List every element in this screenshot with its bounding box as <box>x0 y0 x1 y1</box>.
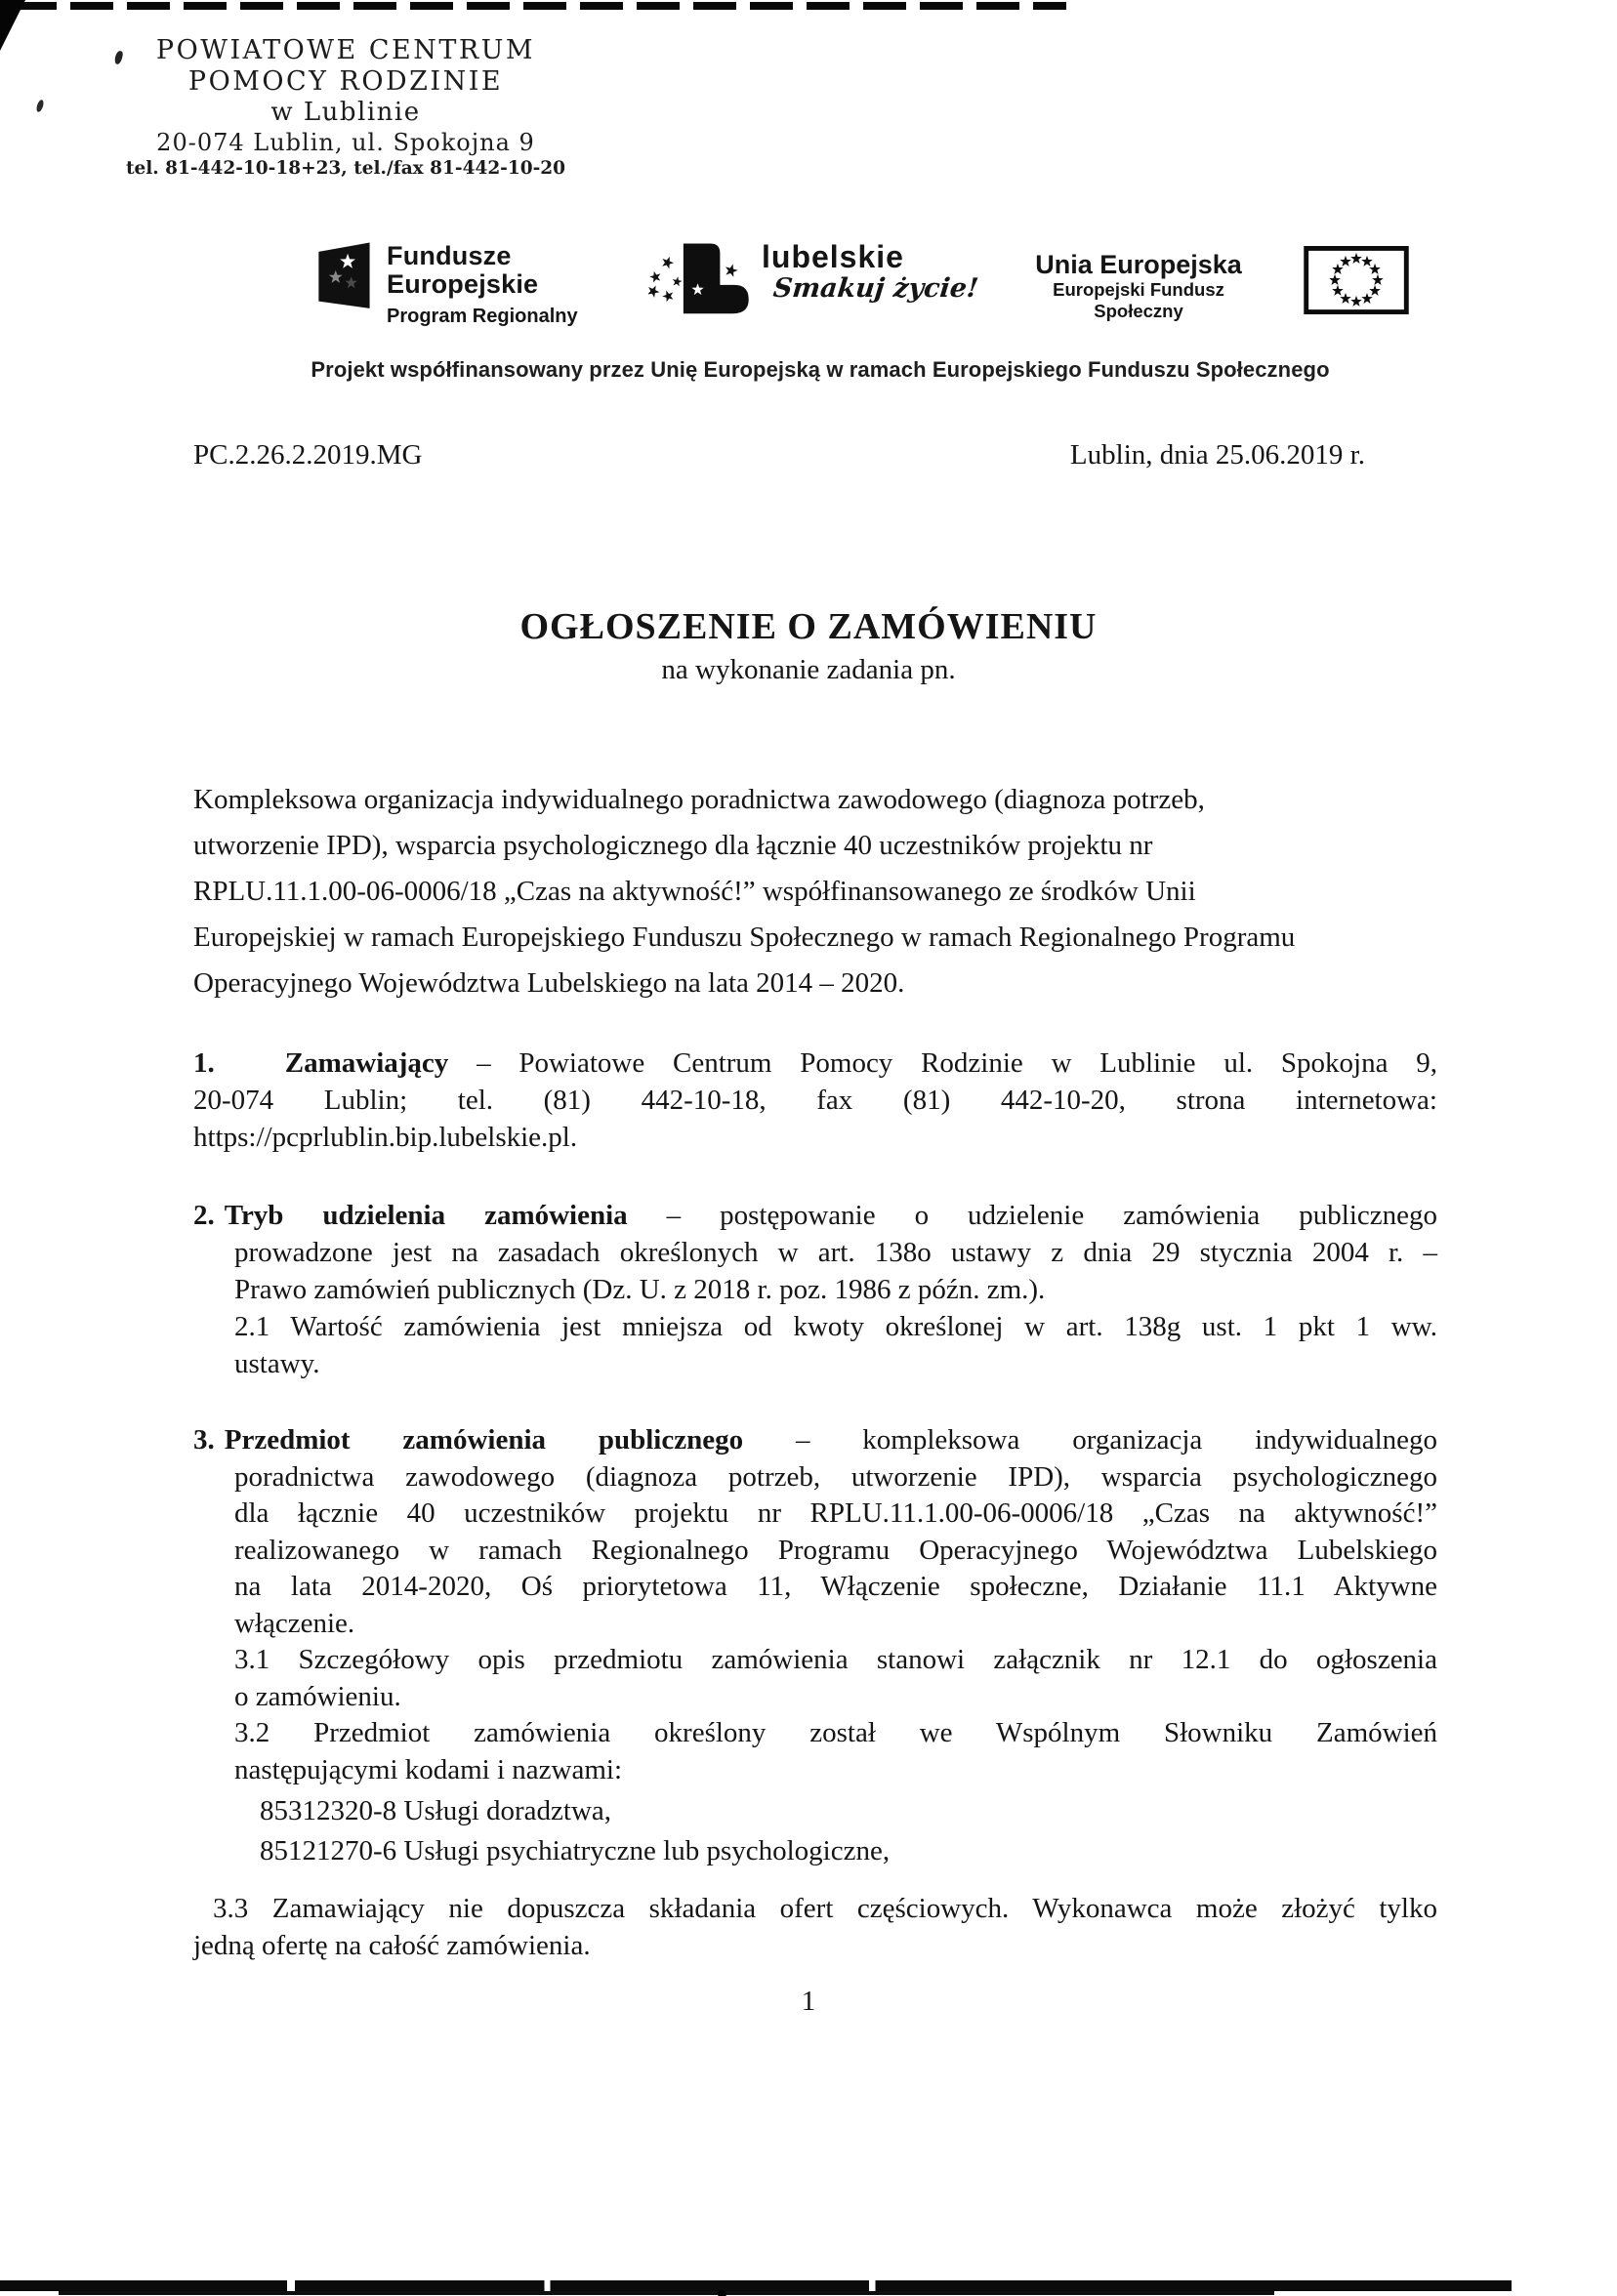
eu-logo-line2: Europejski Fundusz Społeczny <box>1053 279 1224 321</box>
scan-artifact-bottom-line <box>59 2291 1274 2295</box>
section-1-zamawiajacy <box>193 1045 1437 1156</box>
scan-artifact-blob <box>718 2290 726 2296</box>
section-2-first-line <box>193 1197 1437 1234</box>
logo-lubelskie <box>648 240 978 320</box>
scan-artifact-top-dashed-line <box>14 2 1066 10</box>
document-title: OGŁOSZENIE O ZAMÓWIENIU <box>519 606 1098 647</box>
reference-number: PC.2.26.2.2019.MG <box>193 439 423 471</box>
section-3-text: – kompleksowa organizacja indywidualnego <box>795 1424 1437 1456</box>
scan-artifact-corner <box>0 0 25 51</box>
section-1-first-line <box>193 1045 1437 1082</box>
section-2-label: Tryb udzielenia zamówienia <box>224 1200 628 1231</box>
section-3-przedmiot-zamowienia <box>193 1422 1437 1871</box>
section-2-body: prowadzone jest na zasadach określonych w art. 138o ustawy z dnia 29 stycznia 2004 r. – Prawo zamówień publicznych (Dz. U. z 2018 r. poz. 1986 z późn. zm.). <box>234 1237 1437 1305</box>
org-address: 20-074 Lublin, ul. Spokojna 9 <box>156 129 535 156</box>
section-3-3-subitem: 3.3 Zamawiający nie dopuszcza składania ofert częściowych. Wykonawca może złożyć tylko jedną ofertę na całość zamówienia. <box>193 1893 1437 1961</box>
section-3-2-subitem: 3.2 Przedmiot zamówienia określony został we Wspólnym Słowniku Zamówień następującymi kodami i nazwami: <box>234 1717 1437 1785</box>
scan-artifact-speck <box>113 50 123 64</box>
section-1-number: 1. <box>193 1047 215 1079</box>
section-2-number: 2. <box>193 1200 215 1231</box>
lubelskie-logo-name: lubelskie <box>762 239 904 274</box>
logo-unia-europejska <box>1006 250 1418 322</box>
section-1-body: 20-074 Lublin; tel. (81) 442-10-18, fax (81) 442-10-20, strona internetowa: https://pcprlublin.bip.lubelskie.pl. <box>193 1085 1437 1153</box>
letterhead-stamp <box>125 35 566 180</box>
intro-paragraph: Kompleksowa organizacja indywidualnego poradnictwa zawodowego (diagnoza potrzeb, utworzenie IPD), wsparcia psychologicznego dla łącznie 40 uczestników projektu nr RPLU.11.1.00-06-0006/18 „Czas na aktywność!” współfinansowanego ze środków Unii Europejskiej w ramach Europejskiego Funduszu Społecznego w ramach Regionalnego Programu Operacyjnego Województwa Lubelskiego na lata 2014 – 2020. <box>193 784 1296 999</box>
eu-flag-icon <box>1295 246 1418 314</box>
logo-fundusze-europejskie <box>314 240 578 328</box>
place-and-date: Lublin, dnia 25.06.2019 r. <box>1069 439 1365 471</box>
document-subtitle: na wykonanie zadania pn. <box>661 654 956 685</box>
section-3-first-line <box>193 1422 1437 1459</box>
lubelskie-logo-slogan: Smakuj życie! <box>771 273 980 304</box>
section-3-body: poradnictwa zawodowego (diagnoza potrzeb, utworzenie IPD), wsparcia psychologicznego dla łącznie 40 uczestników projektu nr RPLU.11.1.00-06-0006/18 „Czas na aktywność!” realizowanego w ramach Regionalnego Programu Operacyjnego Województwa Lubelskiego na lata 2014-2020, Oś priorytetowa 11, Włączenie społeczne, Działanie 11.1 Aktywne włączenie. <box>234 1460 1437 1639</box>
org-phone: tel. 81-442-10-18+23, tel./fax 81-442-10-20 <box>125 158 566 179</box>
scan-artifact-speck <box>35 99 45 112</box>
section-1-text: – Powiatowe Centrum Pomocy Rodzinie w Lublinie ul. Spokojna 9, <box>477 1047 1437 1079</box>
cpv-codes-list: 85312320-8 Usługi doradztwa, 85121270-6 Usługi psychiatryczne lub psychologiczne, <box>260 1795 891 1866</box>
scan-artifact-bottom-bar <box>0 2280 1512 2291</box>
section-2-text: – postępowanie o udzielenie zamówienia publicznego <box>666 1200 1438 1231</box>
section-3-1-subitem: 3.1 Szczegółowy opis przedmiotu zamówienia stanowi załącznik nr 12.1 do ogłoszenia o zamówieniu. <box>234 1644 1437 1712</box>
fe-logo-line1: Fundusze <box>387 241 512 270</box>
org-name-line2: POMOCY RODZINIE <box>187 66 504 97</box>
reference-row <box>193 439 1365 472</box>
page-number: 1 <box>801 1986 816 2017</box>
section-2-tryb-udzielenia <box>193 1197 1437 1382</box>
org-name-line1: POWIATOWE CENTRUM <box>155 35 536 65</box>
section-2-1-subitem: 2.1 Wartość zamówienia jest mniejsza od kwoty określonej w art. 138g ust. 1 pkt 1 ww. ustawy. <box>234 1311 1437 1379</box>
section-3-label: Przedmiot zamówienia publicznego <box>224 1424 744 1456</box>
org-city: w Lublinie <box>270 98 421 127</box>
eu-funds-flag-icon <box>314 240 371 314</box>
fe-logo-line2: Europejskie <box>387 269 539 299</box>
eu-logo-line1: Unia Europejska <box>1035 250 1242 279</box>
lubelskie-letter-l-icon <box>648 240 752 320</box>
section-3-number: 3. <box>193 1424 215 1456</box>
section-1-label: Zamawiający <box>284 1047 449 1079</box>
fe-logo-line3: Program Regionalny <box>387 306 578 327</box>
cofinancing-note: Projekt współfinansowany przez Unię Europejską w ramach Europejskiego Funduszu Społecznego <box>311 357 1330 382</box>
